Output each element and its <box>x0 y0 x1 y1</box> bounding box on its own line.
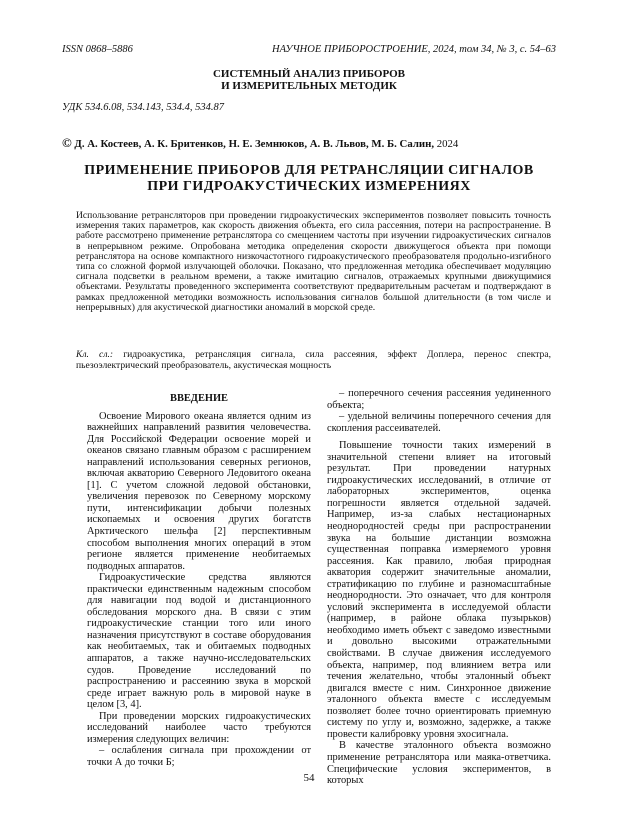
copyright-symbol: © <box>62 135 72 150</box>
list-item: – поперечного сечения рассеяния уединенного объекта; <box>327 388 551 411</box>
list-item: – ослабления сигнала при прохождении от точки А до точки Б; <box>87 745 311 768</box>
article-title <box>0 163 618 195</box>
authors-line <box>62 135 458 151</box>
journal-header: НАУЧНОЕ ПРИБОРОСТРОЕНИЕ, 2024, том 34, № 3, c. 54–63 <box>272 44 556 55</box>
article-title-line2: ПРИ ГИДРОАКУСТИЧЕСКИХ ИЗМЕРЕНИЯХ <box>147 179 471 194</box>
section-heading <box>0 68 618 92</box>
publication-year: 2024 <box>436 138 459 150</box>
paragraph: В качестве эталонного объекта возможно применение ретранслятора или маяка-ответчика. Специфические условия экспериментов, в которых <box>327 740 551 787</box>
right-column <box>327 388 551 787</box>
section-heading-line1: СИСТЕМНЫЙ АНАЛИЗ ПРИБОРОВ <box>212 68 406 80</box>
introduction-heading: ВВЕДЕНИЕ <box>170 393 228 404</box>
paragraph: Повышение точности таких измерений в значительной степени влияет на итоговый результат. При проведении натурных гидроакустических исследований, в отличие от лабораторных экспериментов, оценка погрешности является отдельной задачей. Например, из-за слабых нестационарных неоднородностей среды при распространении звука на большие дистанции возможна существенная поправка измеряемого уровня рассеяния. Как правило, любая природная акватория содержит значительные аномалии, стратификацию по глубине и разномасштабные неоднородности. Это означает, что для контроля условий эксперимента в исследуемой области (например, в районе облака пузырьков) необходимо иметь объект с заведомо известными и довольно высокими отражательными свойствами. В случае движения исследуемого объекта, например, под влиянием ветра или течения желательно, чтобы эталонный объект двигался вместе с ним. Синхронное движение эталонного объекта вместе с исследуемым позволяет более точно ориентировать приемную систему по углу и, возможно, задержке, а также провести калибровку уровня эхосигнала. <box>327 440 551 740</box>
list-item: – удельной величины поперечного сечения для скопления рассеивателей. <box>327 411 551 434</box>
paragraph: При проведении морских гидроакустических исследований наиболее часто требуются измерения следующих величин: <box>87 710 311 745</box>
keywords-label: Кл. сл.: <box>76 349 114 360</box>
left-column <box>87 393 311 769</box>
article-title-line1: ПРИМЕНЕНИЕ ПРИБОРОВ ДЛЯ РЕТРАНСЛЯЦИИ СИГНАЛОВ <box>84 163 534 178</box>
issn-header: ISSN 0868–5886 <box>62 44 133 55</box>
section-heading-line2: И ИЗМЕРИТЕЛЬНЫХ МЕТОДИК <box>221 80 397 92</box>
page-number: 54 <box>303 772 315 784</box>
paragraph: Гидроакустические средства являются практически единственным надежным способом для навигации под водой и дистанционного обследования морского дна. В связи с этим гидроакустические станции того или иного назначения присутствуют в составе оборудования как необитаемых, так и обитаемых подводных аппаратов, а также научно-исследовательских судов. Проведение исследований по распространению и рассеянию звука в морской среде играет важную роль в мировой науке в целом [3, 4]. <box>87 572 311 711</box>
author-names: Д. А. Костеев, А. К. Бритенков, Н. Е. Земнюков, А. В. Львов, М. Б. Салин, <box>74 138 435 150</box>
keywords-text: гидроакустика, ретрансляция сигнала, сила рассеяния, эффект Доплера, перенос спектра, пьезоэлектрический преобразователь, акустическая мощность <box>76 349 552 371</box>
udk-code: УДК 534.6.08, 534.143, 534.4, 534.87 <box>62 102 225 113</box>
paragraph: Освоение Мирового океана является одним из важнейших направлений развития человечества. Для Российской Федерации освоение морей и океанов связано главным образом с расширением направлений использования северных регионов, включая акваторию Северного Ледовитого океана [1]. С учетом сложной ледовой обстановки, увеличения перевозок по Северному морскому пути, интенсификации добычи полезных ископаемых и освоения других богатств Арктического шельфа [2] перспективным способом выполнения многих операций в этом регионе является применение необитаемых подводных аппаратов. <box>87 410 311 572</box>
keywords <box>76 349 551 371</box>
abstract: Использование ретрансляторов при проведении гидроакустических экспериментов позволяет повысить точность измерения таких параметров, как скорость движения объекта, его сила рассеяния, потери на распространение. В работе рассмотрено применение ретранслятора со смещением частоты при изучении гидроакустических сигналов в непрерывном режиме. Опробована методика определения скорости движущегося объекта при помощи ретранслятора на основе компактного низкочастотного гидроакустического преобразователя продольно-изгибного типа со сложной формой излучающей оболочки. Показано, что предложенная методика обеспечивает модуляцию сигнала подсветки в реальном времени, а также имитацию сигналов, отражаемых крупными движущимися объектами. Результаты проведенного эксперимента соответствуют предварительным расчетам и подтверждают в рамках предложенной методики возможность использования сигналов большой длительности (в том числе и непрерывных) для акустической диагностики аномалий в морской среде. <box>76 210 551 313</box>
